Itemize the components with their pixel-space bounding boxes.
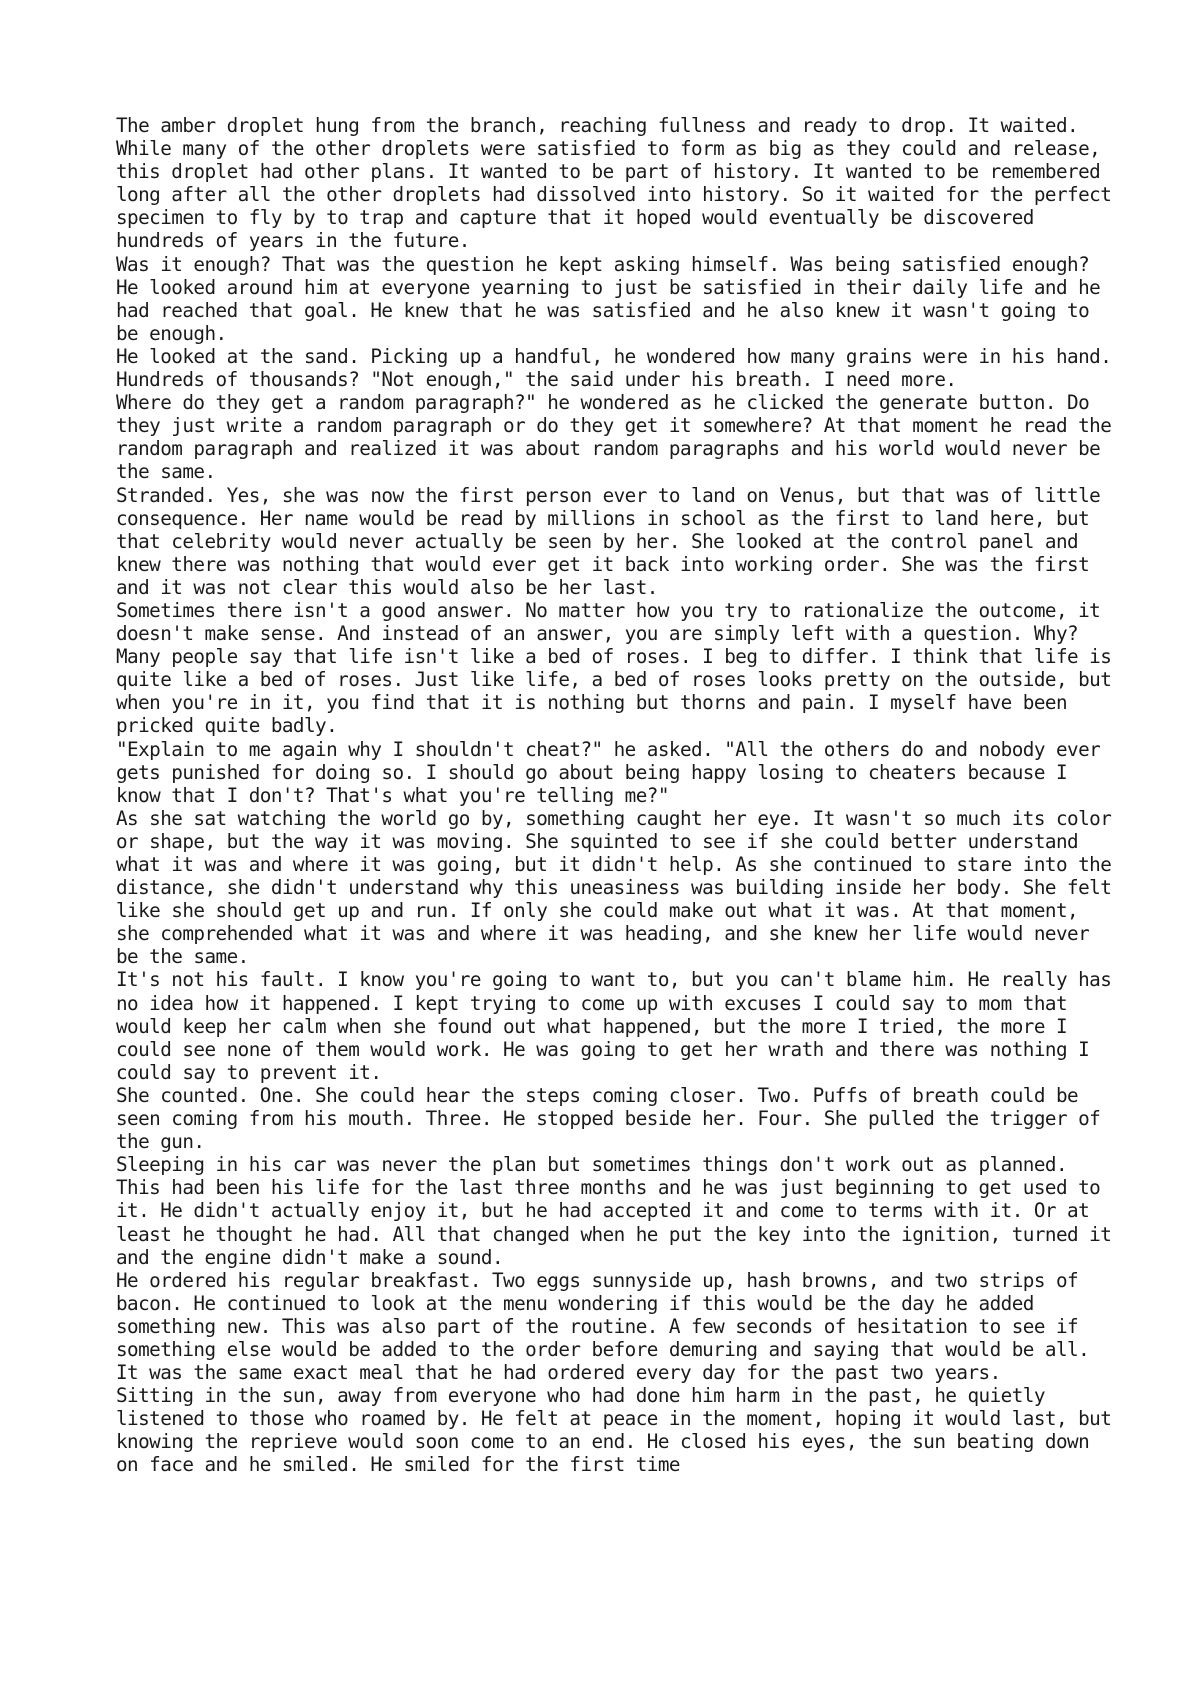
- paragraph: He ordered his regular breakfast. Two eggs sunnyside up, hash browns, and two strips of bacon. He continued to look at the menu wondering if this would be the day he added something new. This was also part of the routine. A few seconds of hesitation to see if something else would be added to the order before demuring and saying that would be all. It was the same exact meal that he had ordered every day for the past two years.: [116, 1268, 1090, 1385]
- paragraph: He looked at the sand. Picking up a handful, he wondered how many grains were in his hand. Hundreds of thousands? "Not enough," the said under his breath. I need more.: [116, 344, 1112, 392]
- paragraph: As she sat watching the world go by, something caught her eye. It wasn't so much its color or shape, but the way it was moving. She squinted to see if she could better understand what it was and where it was going, but it didn't help. As she continued to stare into the distance, she didn't understand why this uneasiness was building inside her body. She felt like she should get up and run. If only she could make out what it was. At that moment, she comprehended what it was and where it was heading, and she knew her life would never be the same.: [116, 806, 1112, 969]
- paragraph: Stranded. Yes, she was now the first person ever to land on Venus, but that was of little consequence. Her name would be read by millions in school as the first to land here, but that celebrity would never actually be seen by her. She looked at the control panel and knew there was nothing that would ever get it back into working order. She was the first and it was not clear this would also be her last.: [116, 483, 1101, 599]
- paragraph: Where do they get a random paragraph?" he wondered as he clicked the generate button. Do they just write a random paragraph or do they get it somewhere? At that moment he read the random paragraph and realized it was about random paragraphs and his world would never be the same.: [116, 391, 1112, 484]
- paragraph: Was it enough? That was the question he kept asking himself. Was being satisfied enough? He looked around him at everyone yearning to just be satisfied in their daily life and he had reached that goal. He knew that he was satisfied and he also knew it wasn't going to be enough.: [116, 252, 1101, 345]
- paragraph: The amber droplet hung from the branch, reaching fullness and ready to drop. It waited. While many of the other droplets were satisfied to form as big as they could and release, this droplet had other plans. It wanted to be part of history. It wanted to be remembered long after all the other droplets had dissolved into history. So it waited for the perfect specimen to fly by to trap and capture that it hoped would eventually be discovered hundreds of years in the future.: [116, 114, 1112, 253]
- document-body: [116, 114, 1116, 1477]
- paragraph: Sleeping in his car was never the plan but sometimes things don't work out as planned. This had been his life for the last three months and he was just beginning to get used to it. He didn't actually enjoy it, but he had accepted it and come to terms with it. Or at least he thought he had. All that changed when he put the key into the ignition, turned it and the engine didn't make a sound.: [116, 1153, 1112, 1269]
- paragraph: It's not his fault. I know you're going to want to, but you can't blame him. He really has no idea how it happened. I kept trying to come up with excuses I could say to mom that would keep her calm when she found out what happened, but the more I tried, the more I could see none of them would work. He was going to get her wrath and there was nothing I could say to prevent it.: [116, 968, 1112, 1084]
- paragraph: Sitting in the sun, away from everyone who had done him harm in the past, he quietly listened to those who roamed by. He felt at peace in the moment, hoping it would last, but knowing the reprieve would soon come to an end. He closed his eyes, the sun beating down on face and he smiled. He smiled for the first time: [116, 1384, 1112, 1477]
- paragraph: "Explain to me again why I shouldn't cheat?" he asked. "All the others do and nobody ever gets punished for doing so. I should go about being happy losing to cheaters because I know that I don't? That's what you're telling me?": [116, 737, 1101, 807]
- paragraph: Many people say that life isn't like a bed of roses. I beg to differ. I think that life is quite like a bed of roses. Just like life, a bed of roses looks pretty on the outside, but when you're in it, you find that it is nothing but thorns and pain. I myself have been pricked quite badly.: [116, 645, 1112, 738]
- paragraph: She counted. One. She could hear the steps coming closer. Two. Puffs of breath could be seen coming from his mouth. Three. He stopped beside her. Four. She pulled the trigger of the gun.: [116, 1083, 1101, 1154]
- paragraph: Sometimes there isn't a good answer. No matter how you try to rationalize the outcome, it doesn't make sense. And instead of an answer, you are simply left with a question. Why?: [116, 598, 1101, 646]
